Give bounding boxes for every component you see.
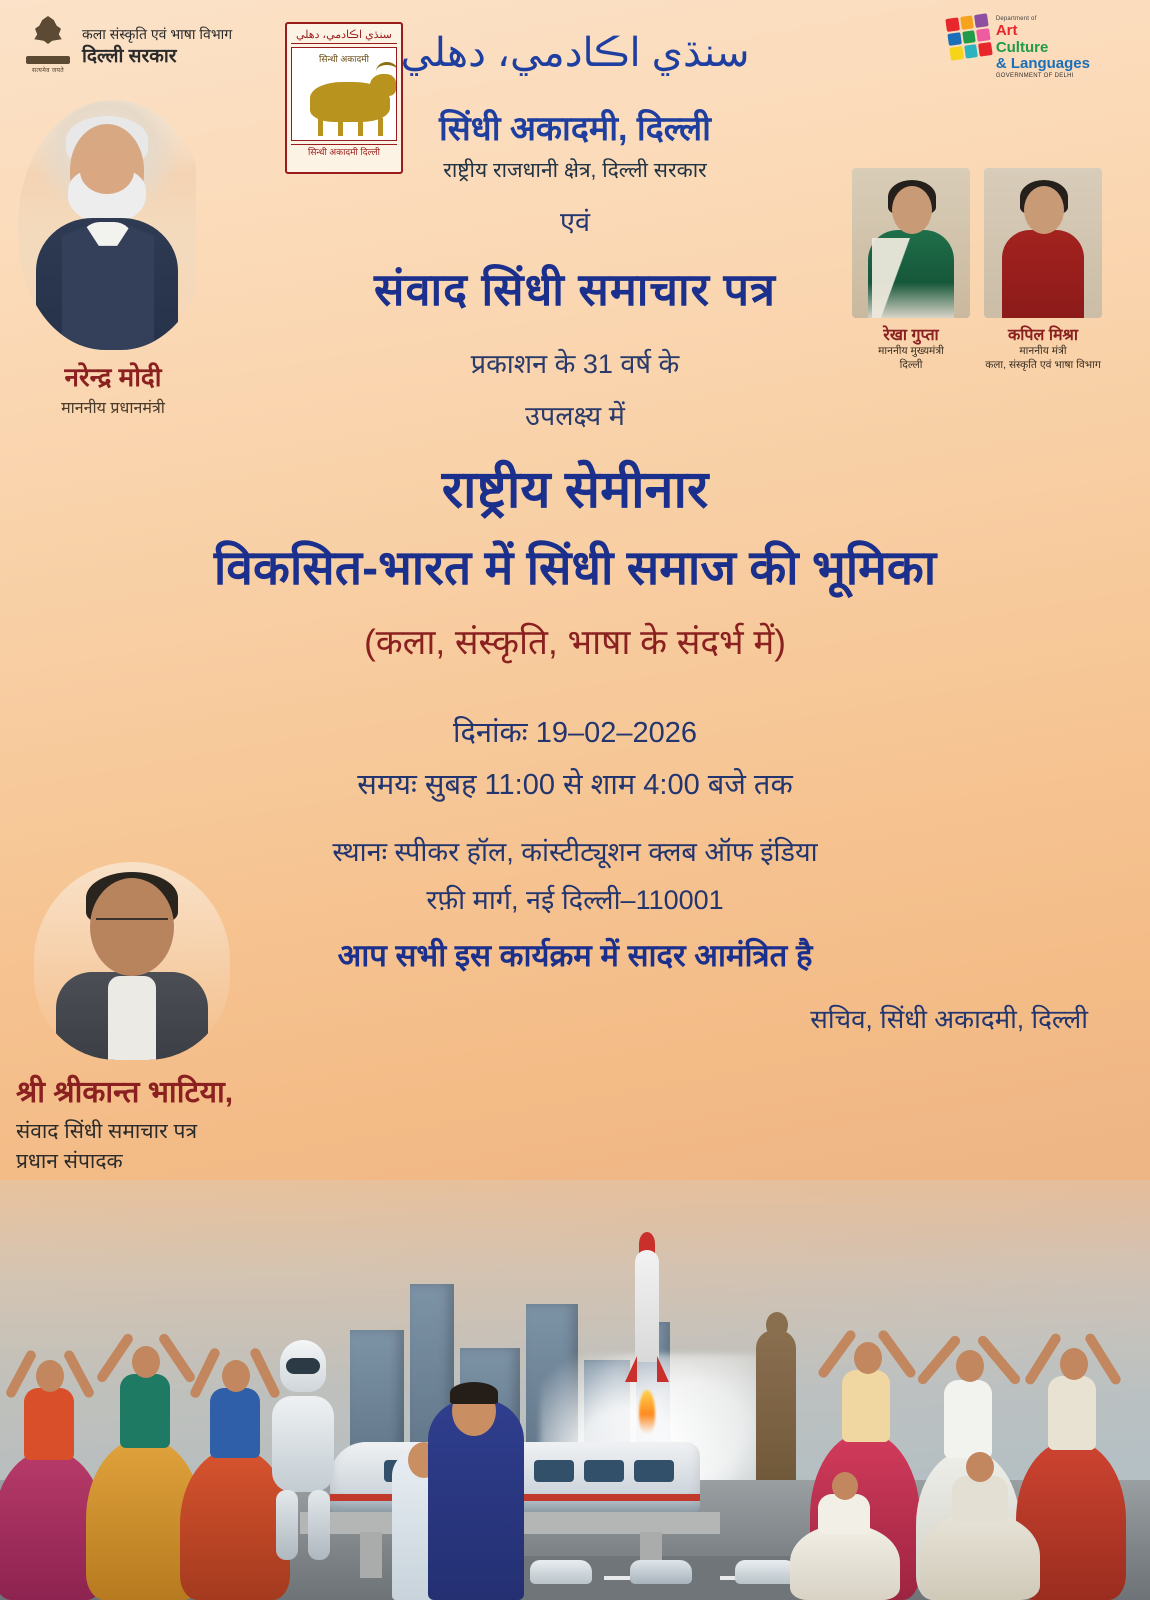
chief-editor-name: श्री श्रीकान्त भाटिया, [16, 1076, 234, 1109]
musicians-illustration [790, 1390, 1070, 1600]
event-venue-line1: स्थानः स्पीकर हॉल, कांस्टीट्यूशन क्लब ऑफ इंडिया [332, 837, 818, 867]
publication-years-line: प्रकाशन के 31 वर्ष के [470, 349, 680, 379]
seal-art-label: सिन्धी अकादमी [319, 54, 369, 64]
dept-logo-kicker: Department of [995, 16, 1037, 22]
chief-editor-block [16, 862, 316, 1175]
leader-role-line2: कला, संस्कृति एवं भाषा विभाग [985, 358, 1101, 371]
occasion-line: उपलक्ष्य में [525, 401, 625, 431]
event-venue-line2: रफ़ी मार्ग, नई दिल्ली–110001 [426, 885, 724, 915]
govt-name-line: दिल्ली सरकार [82, 45, 177, 67]
leader-role-line1: माननीय मुख्यमंत्री [878, 345, 944, 357]
sindhi-academy-title-sindhi: سنڌي اڪادمي، دهلي [400, 31, 750, 75]
dept-logo-govt: GOVERNMENT OF DELHI [995, 73, 1074, 80]
seminar-theme: विकसित-भारत में सिंधी समाज की भूमिका [213, 542, 937, 595]
event-date: दिनांकः 19–02–2026 [453, 717, 697, 749]
newspaper-title: संवाद सिंधी समाचार पत्र [374, 264, 776, 315]
seminar-heading: राष्ट्रीय सेमीनार [441, 461, 709, 519]
seal-sindhi-text: سنڌي اڪادمي، دهلي [291, 28, 397, 44]
leader-name: कपिल मिश्रा [1008, 327, 1078, 344]
leader-name: रेखा गुप्ता [883, 327, 939, 344]
dept-logo-culture: Culture [995, 38, 1049, 56]
dept-name-line: कला संस्कृति एवं भाषा विभाग [82, 25, 233, 42]
prime-minister-name: नरेन्द्र मोदी [64, 362, 162, 392]
prime-minister-role: माननीय प्रधानमंत्री [61, 400, 165, 417]
dept-logo-languages: & Languages [995, 55, 1090, 73]
invitation-text: आप सभी इस कार्यक्रम में सादर आमंत्रित है [337, 938, 813, 973]
handshake-illustration [392, 1370, 552, 1600]
musician-figure [920, 1450, 1040, 1600]
bottom-illustration-band [0, 1180, 1150, 1600]
robot-illustration [258, 1340, 348, 1560]
chief-editor-affiliation: संवाद सिंधी समाचार पत्र [16, 1120, 198, 1143]
signatory-text: सचिव, सिंधी अकादमी, दिल्ली [810, 1004, 1088, 1034]
chief-editor-photo [34, 862, 230, 1060]
conjunction-evam: एवं [560, 207, 590, 237]
sindhi-academy-title-hindi: सिंधी अकादमी, दिल्ली [439, 110, 711, 148]
event-time: समयः सुबह 11:00 से शाम 4:00 बजे तक [357, 769, 793, 801]
government-subtitle: राष्ट्रीय राजधानी क्षेत्र, दिल्ली सरकार [443, 159, 707, 182]
dept-logo-art: Art [995, 21, 1018, 39]
ashoka-motto: सत्यमेव जयते [32, 68, 64, 74]
seal-hindi-text: सिन्धी अकादमी दिल्ली [291, 144, 397, 158]
musician-figure [790, 1480, 900, 1600]
chief-editor-role: प्रधान संपादक [16, 1150, 123, 1173]
seminar-theme-subtitle: (कला, संस्कृति, भाषा के संदर्भ में) [364, 623, 786, 662]
leader-role-line1: माननीय मंत्री [1019, 345, 1067, 357]
leader-role-line2: दिल्ली [899, 358, 923, 371]
folk-dancers-left-illustration [0, 1280, 290, 1600]
rocket-illustration [625, 1250, 669, 1400]
